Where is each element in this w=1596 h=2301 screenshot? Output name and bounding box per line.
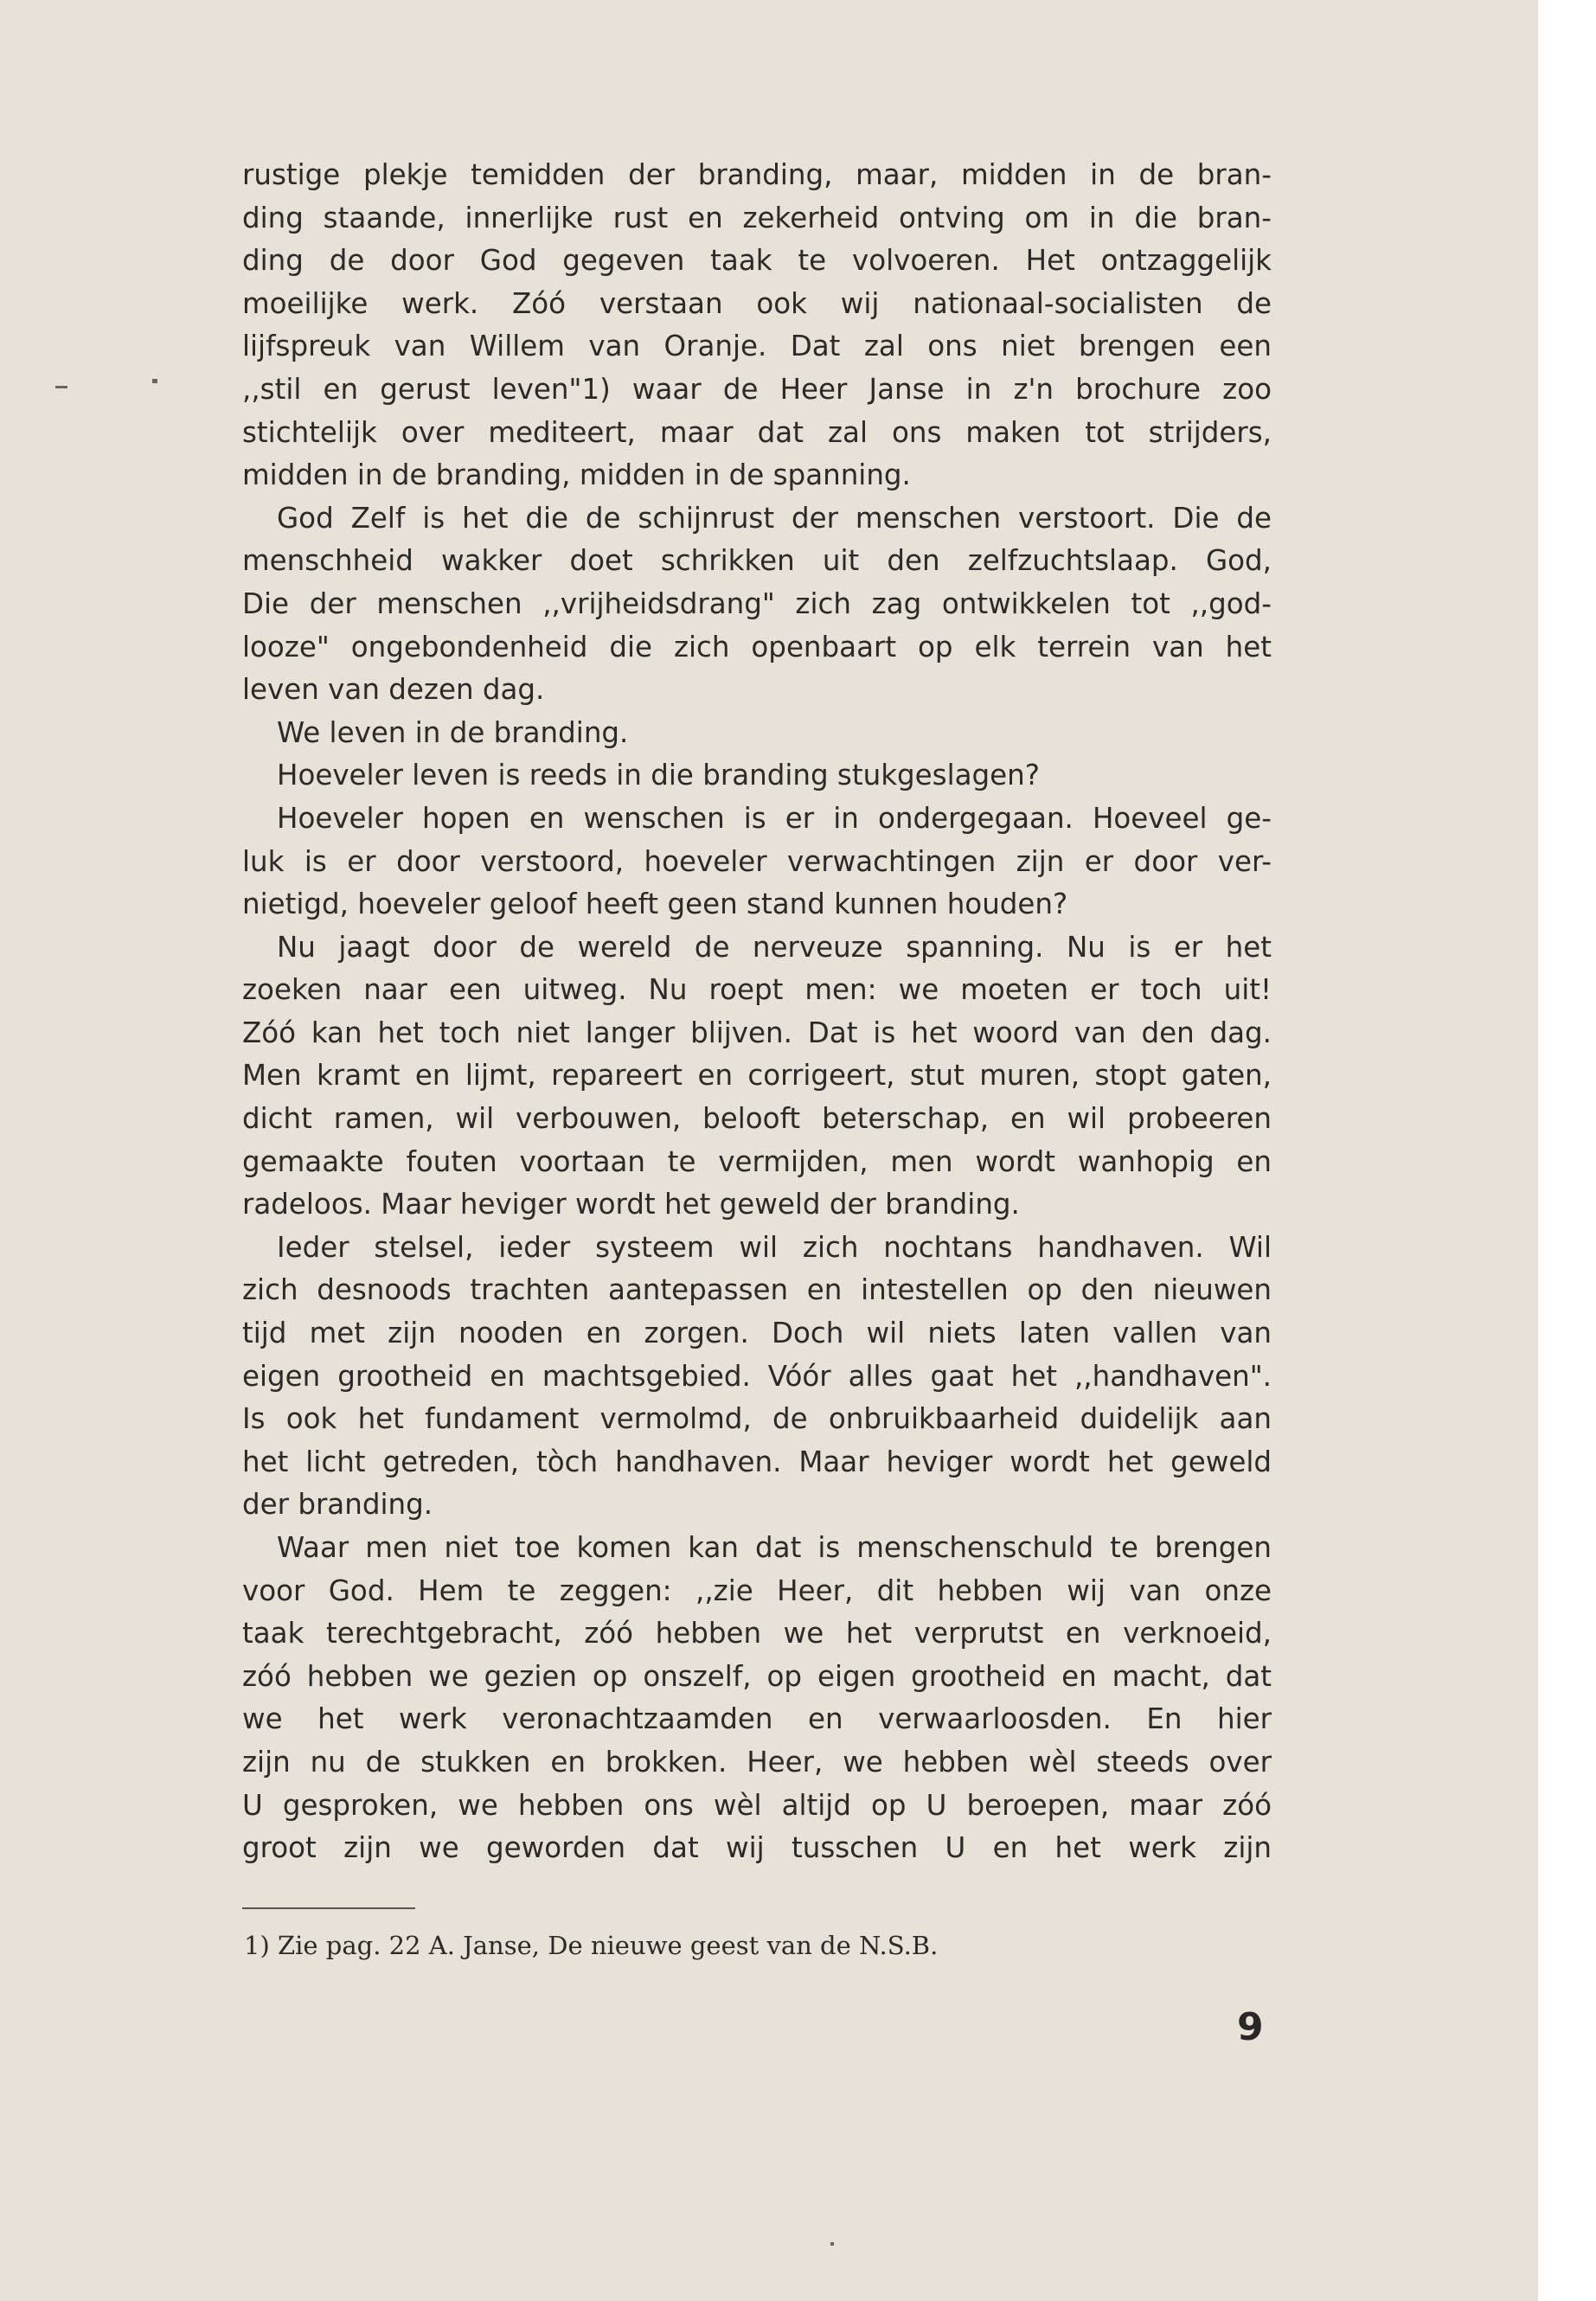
text-line: moeilijke werk. Zóó verstaan ook wij nationaal-socialisten de xyxy=(242,286,1272,320)
text-line: taak terechtgebracht, zóó hebben we het verprutst en verknoeid, xyxy=(242,1617,1272,1650)
text-line: tijd met zijn nooden en zorgen. Doch wil niets laten vallen van xyxy=(242,1317,1272,1350)
text-line: zijn nu de stukken en brokken. Heer, we hebben wèl steeds over xyxy=(242,1745,1272,1779)
text-line: eigen grootheid en machtsgebied. Vóór alles gaat het ,,handhaven". xyxy=(242,1359,1272,1393)
margin-mark-left xyxy=(55,386,67,388)
footnote: 1) Zie pag. 22 A. Janse, De nieuwe geest van de N.S.B. xyxy=(244,1931,939,1960)
text-line: looze" ongebondenheid die zich openbaart op elk terrein van het xyxy=(242,630,1272,663)
text-line: ding staande, innerlijke rust en zekerheid ontving om in die bran- xyxy=(242,201,1272,234)
scan-speck xyxy=(830,2242,834,2246)
text-line: God Zelf is het die de schijnrust der menschen verstoort. Die de xyxy=(277,501,1272,535)
scan-border xyxy=(1538,0,1596,2301)
text-line: Hoeveler hopen en wenschen is er in ondergegaan. Hoeveel ge- xyxy=(277,801,1272,835)
text-line: dicht ramen, wil verbouwen, belooft beterschap, en wil probeeren xyxy=(242,1102,1272,1136)
text-line: Is ook het fundament vermolmd, de onbruikbaarheid duidelijk aan xyxy=(242,1402,1272,1436)
text-line: Nu jaagt door de wereld de nerveuze spanning. Nu is er het xyxy=(277,930,1272,964)
text-line: midden in de branding, midden in de spanning. xyxy=(242,458,911,492)
text-line: Die der menschen ,,vrijheidsdrang" zich zag ontwikkelen tot ,,god- xyxy=(242,586,1272,620)
text-line: ,,stil en gerust leven"1) waar de Heer Janse in z'n brochure zoo xyxy=(242,372,1272,406)
text-line: zóó hebben we gezien op onszelf, op eigen grootheid en macht, dat xyxy=(242,1659,1272,1693)
margin-mark-small xyxy=(152,379,157,383)
text-line: het licht getreden, tòch handhaven. Maar heviger wordt het geweld xyxy=(242,1445,1272,1478)
text-line: menschheid wakker doet schrikken uit den zelfzuchtslaap. God, xyxy=(242,544,1272,578)
text-line: Waar men niet toe komen kan dat is menschenschuld te brengen xyxy=(277,1531,1272,1564)
text-line: gemaakte fouten voortaan te vermijden, men wordt wanhopig en xyxy=(242,1144,1272,1178)
text-line: Hoeveler leven is reeds in die branding stukgeslagen? xyxy=(277,759,1041,792)
text-line: lijfspreuk van Willem van Oranje. Dat zal ons niet brengen een xyxy=(242,330,1272,363)
text-line: luk is er door verstoord, hoeveler verwachtingen zijn er door ver- xyxy=(242,844,1272,878)
body-text xyxy=(242,154,1272,1870)
footnote-divider xyxy=(242,1907,415,1909)
text-line: ding de door God gegeven taak te volvoeren. Het ontzaggelijk xyxy=(242,244,1272,278)
text-line: nietigd, hoeveler geloof heeft geen stand kunnen houden? xyxy=(242,888,1068,921)
text-line: zich desnoods trachten aantepassen en intestellen op den nieuwen xyxy=(242,1273,1272,1307)
text-line: Men kramt en lijmt, repareert en corrigeert, stut muren, stopt gaten, xyxy=(242,1059,1272,1093)
text-line: we het werk veronachtzaamden en verwaarloosden. En hier xyxy=(242,1702,1272,1736)
text-line: U gesproken, we hebben ons wèl altijd op U beroepen, maar zóó xyxy=(242,1788,1272,1822)
text-line: Ieder stelsel, ieder systeem wil zich nochtans handhaven. Wil xyxy=(277,1230,1272,1264)
text-line: leven van dezen dag. xyxy=(242,673,545,707)
text-line: Zóó kan het toch niet langer blijven. Dat is het woord van den dag. xyxy=(242,1016,1272,1049)
text-line: radeloos. Maar heviger wordt het geweld der branding. xyxy=(242,1188,1020,1221)
text-line: der branding. xyxy=(242,1488,433,1522)
page-number: 9 xyxy=(1237,2005,1264,2049)
text-line: zoeken naar een uitweg. Nu roept men: we moeten er toch uit! xyxy=(242,973,1272,1007)
text-line: voor God. Hem te zeggen: ,,zie Heer, dit hebben wij van onze xyxy=(242,1574,1272,1607)
text-line: rustige plekje temidden der branding, maar, midden in de bran- xyxy=(242,158,1272,191)
text-line: stichtelijk over mediteert, maar dat zal ons maken tot strijders, xyxy=(242,415,1272,449)
text-line: We leven in de branding. xyxy=(277,715,629,749)
text-line: groot zijn we geworden dat wij tusschen U en het werk zijn xyxy=(242,1831,1272,1865)
